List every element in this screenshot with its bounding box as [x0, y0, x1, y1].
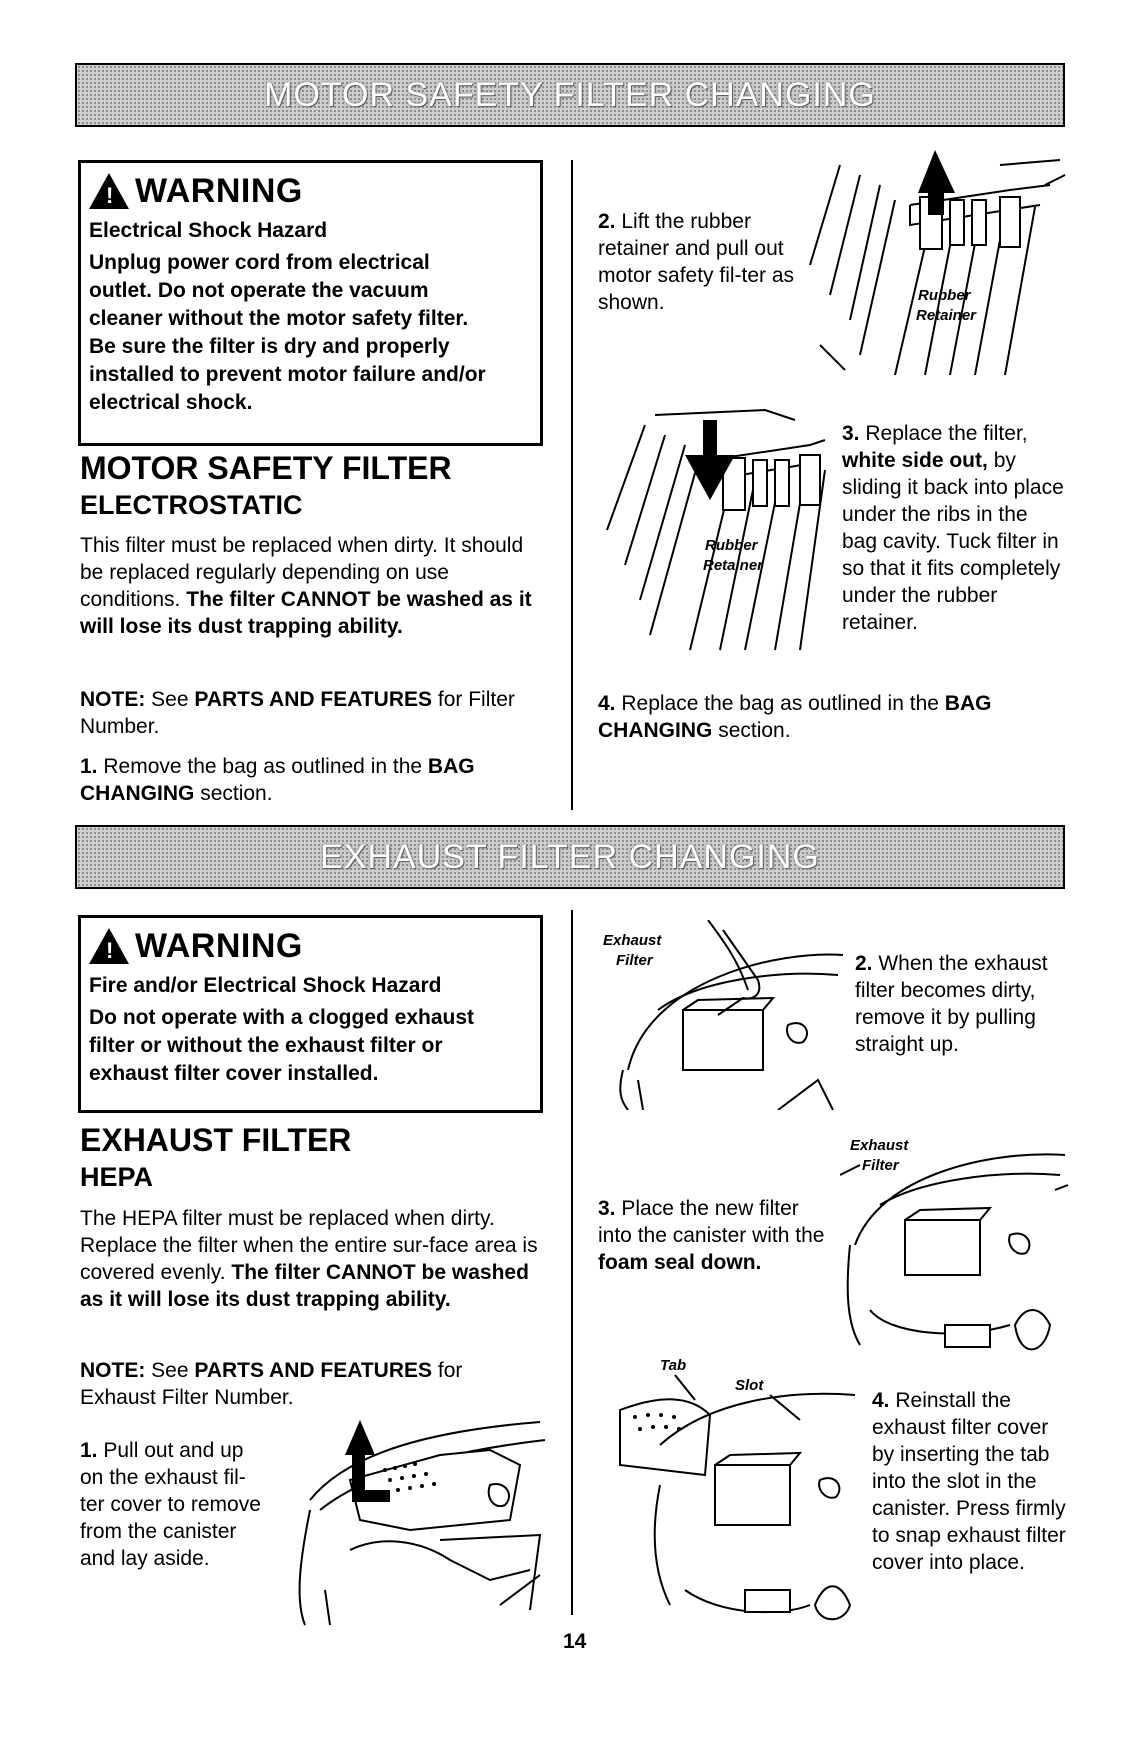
step-number: 2. [598, 210, 616, 233]
motor-body-text [80, 532, 540, 640]
exhaust-heading: EXHAUST FILTER [80, 1122, 352, 1158]
figure-label: Retainer [703, 557, 764, 574]
step-number: 1. [80, 755, 98, 778]
exhaust-banner-title: EXHAUST FILTER CHANGING [320, 837, 820, 876]
step-text: Replace the bag as outlined in the [621, 692, 939, 715]
warning-title: WARNING [135, 927, 303, 965]
exhaust-cover-reinstall-illustration [600, 1355, 860, 1625]
warning-triangle-icon: ! [89, 173, 129, 209]
exhaust-step-4 [872, 1387, 1067, 1576]
step-text: Replace the filter, [865, 422, 1028, 445]
step-number: 4. [872, 1389, 890, 1412]
warning-hazard: Fire and/or Electrical Shock Hazard [89, 974, 442, 997]
motor-banner-title: MOTOR SAFETY FILTER CHANGING [264, 75, 876, 114]
exhaust-note [80, 1357, 540, 1411]
note-see: See [151, 1359, 189, 1382]
motor-warning-box [78, 160, 543, 446]
exhaust-subheading: HEPA [80, 1162, 154, 1192]
warning-line: cleaner without the motor safety filter. [89, 307, 469, 330]
step-text: Place the new filter into the canister with the [598, 1197, 825, 1247]
warning-line: Unplug power cord from electrical [89, 251, 430, 274]
warning-line: Do not operate with a clogged exhaust [89, 1006, 475, 1029]
step-text: Lift the rubber retainer and pull out motor safety fil-ter as shown. [598, 210, 795, 314]
figure-label: Rubber [918, 287, 971, 304]
figure-label: Slot [735, 1377, 764, 1394]
warning-line: filter or without the exhaust filter or [89, 1034, 443, 1057]
exhaust-warning-box [78, 915, 543, 1113]
step-number: 2. [855, 952, 873, 975]
step-bold: CHANGING [598, 719, 713, 742]
note-rest: for Exhaust Filter Number. [80, 1359, 463, 1409]
figure-label: Filter [616, 952, 653, 969]
motor-heading: MOTOR SAFETY FILTER [80, 450, 452, 486]
column-divider [571, 160, 573, 810]
exhaust-filter-placement-illustration [840, 1125, 1070, 1365]
step-text: Remove the bag as outlined in the [103, 755, 423, 778]
step-bold: foam seal down. [598, 1251, 762, 1274]
exhaust-filter-removal-illustration [598, 920, 848, 1110]
note-rest: for Filter Number. [80, 688, 515, 738]
motor-filter-replace-illustration [595, 400, 855, 655]
note-label: NOTE: [80, 688, 146, 711]
step-number: 3. [842, 422, 860, 445]
warning-line: installed to prevent motor failure and/or [89, 363, 486, 386]
figure-label: Exhaust [603, 932, 662, 949]
step-text: Pull out and up on the exhaust fil-ter cover to remove from the canister and lay aside. [80, 1439, 261, 1570]
exhaust-body-plain: The HEPA filter must be replaced when dirty. Replace the filter when the entire sur-face area is covered evenly. [80, 1207, 538, 1284]
motor-step-4 [598, 690, 1068, 744]
warning-line: exhaust filter cover installed. [89, 1062, 379, 1085]
step-bold: CHANGING [80, 782, 195, 805]
warning-header [89, 173, 532, 209]
column-divider [571, 910, 573, 1615]
step-end: section. [200, 782, 273, 805]
step-number: 4. [598, 692, 616, 715]
step-bold: BAG [427, 755, 475, 778]
motor-step-2 [598, 208, 798, 316]
step-number: 1. [80, 1439, 98, 1462]
exhaust-step-2 [855, 950, 1065, 1058]
motor-subheading: ELECTROSTATIC [80, 490, 303, 520]
step-bold: white side out, [842, 449, 988, 472]
note-label: NOTE: [80, 1359, 146, 1382]
warning-title: WARNING [135, 172, 303, 210]
figure-label: Exhaust [850, 1137, 909, 1154]
warning-line: Be sure the filter is dry and properly [89, 335, 450, 358]
motor-section-banner [75, 63, 1065, 127]
step-text: When the exhaust filter becomes dirty, remove it by pulling straight up. [855, 952, 1048, 1056]
step-text: Reinstall the exhaust filter cover by inserting the tab into the slot in the canister. Press firmly to snap exhaust filter cover into place. [872, 1389, 1066, 1574]
warning-line: outlet. Do not operate the vacuum [89, 279, 429, 302]
page-number: 14 [563, 1630, 587, 1653]
warning-hazard: Electrical Shock Hazard [89, 219, 328, 242]
step-bold: BAG [944, 692, 992, 715]
note-see: See [151, 688, 189, 711]
note-bold: PARTS AND FEATURES [194, 688, 433, 711]
warning-triangle-icon: ! [89, 928, 129, 964]
exhaust-body-text [80, 1205, 540, 1313]
step-number: 3. [598, 1197, 616, 1220]
step-end: section. [718, 719, 791, 742]
figure-label: Retainer [916, 307, 977, 324]
motor-body-plain: This filter must be replaced when dirty. It should be replaced regularly depending on use conditions. [80, 534, 524, 611]
warning-header [89, 928, 532, 964]
warning-line: electrical shock. [89, 391, 253, 414]
motor-note [80, 686, 540, 740]
exhaust-body-bold: The filter CANNOT be washed as it will lose its dust trapping ability. [80, 1261, 529, 1311]
figure-label: Rubber [705, 537, 758, 554]
motor-filter-lift-illustration [800, 145, 1070, 390]
note-bold: PARTS AND FEATURES [194, 1359, 433, 1382]
exhaust-section-banner [75, 825, 1065, 889]
exhaust-cover-removal-illustration [290, 1410, 560, 1630]
step-text: by sliding it back into place under the ribs in the bag cavity. Tuck filter in so that it fits completely under the rubber retainer. [842, 449, 1064, 634]
exhaust-step-1 [80, 1437, 270, 1572]
exhaust-step-3 [598, 1195, 828, 1276]
motor-body-bold: The filter CANNOT be washed as it will lose its dust trapping ability. [80, 588, 532, 638]
figure-label: Filter [862, 1157, 899, 1174]
figure-label: Tab [660, 1357, 687, 1374]
motor-step-3 [842, 420, 1067, 636]
motor-step-1 [80, 753, 540, 807]
